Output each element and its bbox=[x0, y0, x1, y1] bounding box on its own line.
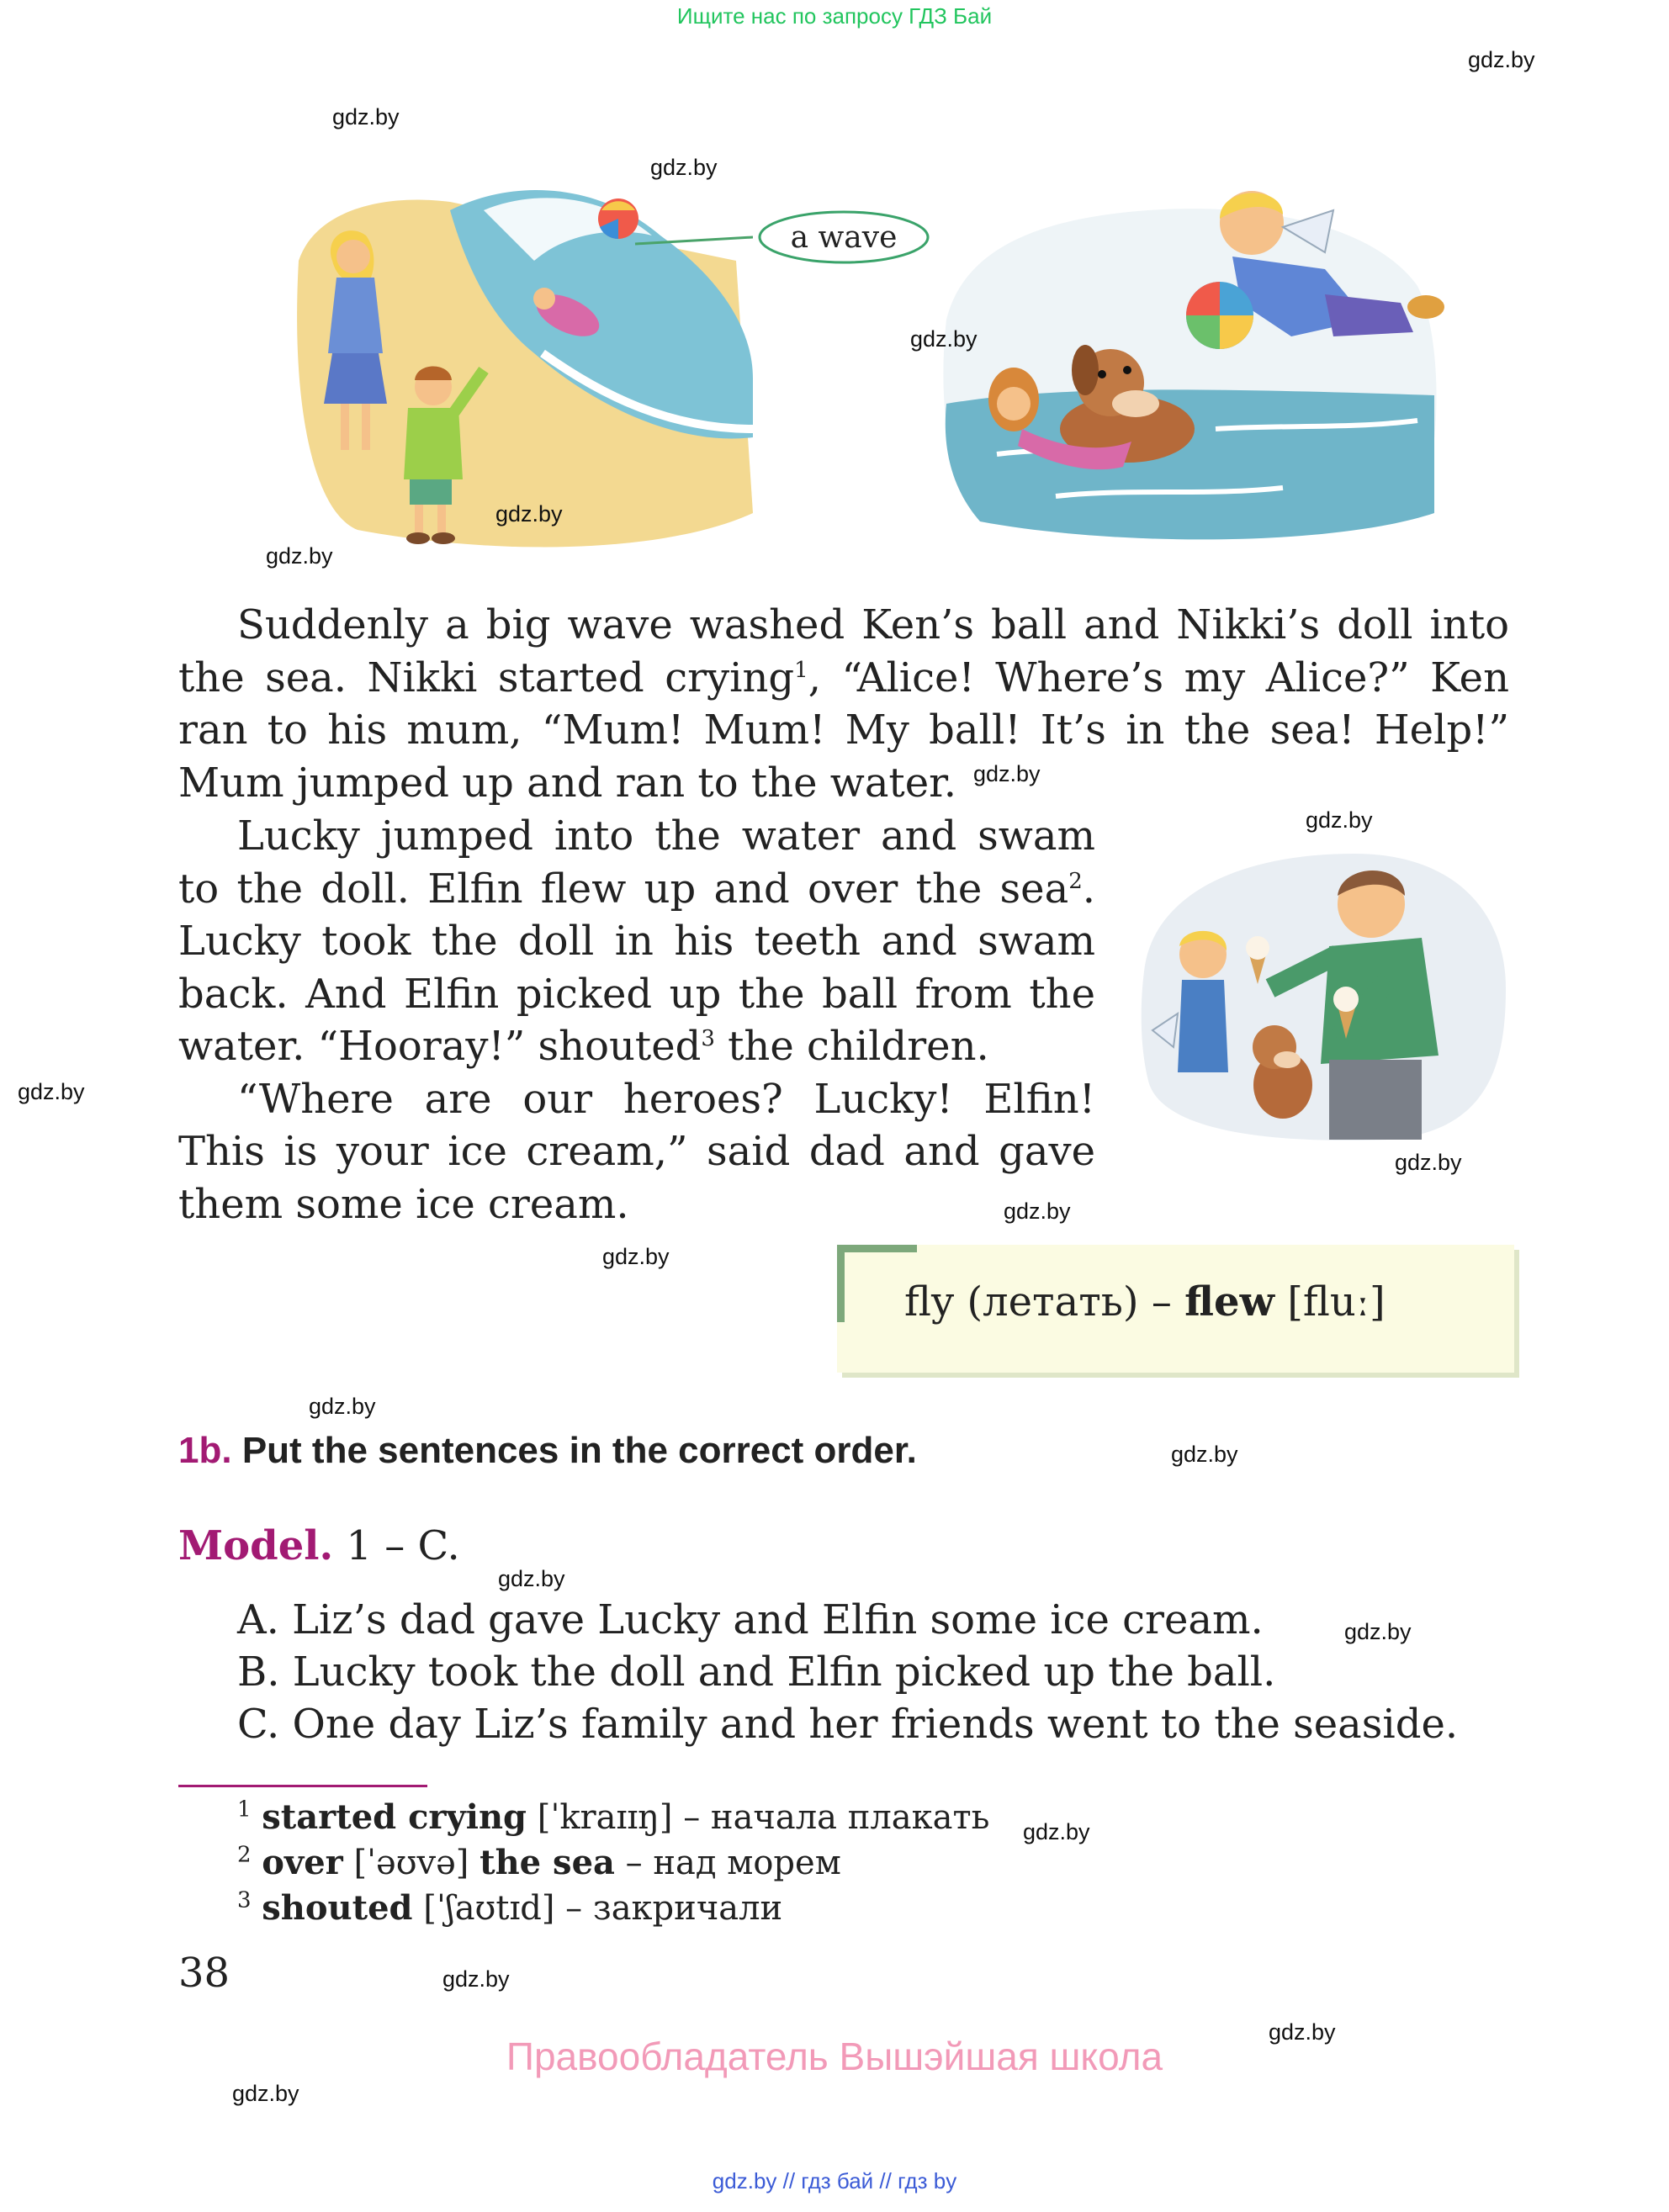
story-paragraph-1: Suddenly a big wave washed Ken’s ball and Nikki’s doll into the sea. Nikki started crying$^1$, “Alice! Where’s my Alice?” Ken ran to his mum, “Mum! Mum! My ball! It’s in the sea! Help!” Mum jumped up and ran to the water. bbox=[178, 601, 1509, 807]
page-number: 38 bbox=[178, 1950, 230, 1997]
watermark: gdz.by bbox=[1269, 2019, 1336, 2045]
footnote-3: $^3$ shouted [ˈʃaʊtɪd] – закричали bbox=[237, 1887, 783, 1928]
watermark: gdz.by bbox=[495, 501, 563, 527]
footnotes bbox=[237, 1795, 989, 1931]
vocab-translation: (летать) bbox=[967, 1278, 1139, 1326]
story-paragraph-2: Lucky jumped into the water and swam to the doll. Elfin flew up and over the sea$^2$. Lucky took the doll in his teeth and swam back. And Elfin picked up the ball from the water. “Hooray!” shouted$^3$ the children. “Where are our heroes? Lucky! Elfin! This is your ice cream,” said dad and gave them some ice cream. bbox=[178, 810, 1095, 1230]
watermark: gdz.by bbox=[266, 543, 333, 569]
watermark: gdz.by bbox=[1306, 807, 1373, 833]
watermark: gdz.by bbox=[1171, 1442, 1238, 1467]
copyright-holder: Правообладатель Вышэйшая школа bbox=[506, 2035, 1163, 2078]
option-a: A. Liz’s dad gave Lucky and Elfin some ice cream. bbox=[237, 1596, 1264, 1643]
watermark: gdz.by bbox=[1344, 1619, 1412, 1644]
watermark: gdz.by bbox=[973, 761, 1041, 786]
beach-wave-illustration bbox=[282, 160, 753, 555]
watermark: gdz.by bbox=[18, 1079, 85, 1104]
task-text: Put the sentences in the correct order. bbox=[241, 1430, 917, 1471]
watermark: gdz.by bbox=[650, 155, 718, 180]
vocabulary-box: fly (летать) – flew [fluː] bbox=[837, 1245, 1514, 1373]
sentence-options bbox=[237, 1594, 1458, 1750]
vocab-past-form: flew bbox=[1184, 1278, 1274, 1326]
task-number: 1b. bbox=[178, 1430, 232, 1471]
watermark: gdz.by bbox=[498, 1566, 565, 1591]
watermark: gdz.by bbox=[910, 326, 978, 352]
story-paragraph-3: “Where are our heroes? Lucky! Elfin! This is your ice cream,” said dad and gave them some ice cream. bbox=[178, 1075, 1095, 1228]
option-c: C. One day Liz’s family and her friends went to the seaside. bbox=[237, 1701, 1459, 1748]
watermark: gdz.by bbox=[1004, 1199, 1071, 1224]
watermark: gdz.by bbox=[232, 2081, 299, 2106]
watermark: gdz.by bbox=[1023, 1819, 1090, 1844]
watermark: gdz.by bbox=[1468, 47, 1535, 72]
footnote-2: $^2$ over [ˈəʊvə] the sea – над морем bbox=[237, 1842, 841, 1882]
watermark: gdz.by bbox=[332, 104, 400, 130]
footnote-divider bbox=[178, 1785, 427, 1787]
ice-cream-illustration bbox=[1136, 845, 1510, 1144]
footnote-1: $^1$ started crying [ˈkraɪɪŋ] – начала плакать bbox=[237, 1797, 990, 1837]
vocab-verb: fly bbox=[904, 1278, 955, 1326]
search-note: Ищите нас по запросу ГДЗ Бай bbox=[676, 3, 993, 29]
wave-label: a wave bbox=[790, 220, 898, 255]
model-line: Model. 1 – C. bbox=[178, 1522, 460, 1569]
wave-label-bubble bbox=[755, 209, 932, 266]
watermark: gdz.by bbox=[1395, 1150, 1462, 1175]
watermark: gdz.by bbox=[602, 1244, 670, 1269]
option-b: B. Lucky took the doll and Elfin picked up the ball. bbox=[237, 1648, 1276, 1696]
watermark: gdz.by bbox=[442, 1966, 510, 1992]
task-heading bbox=[178, 1430, 917, 1472]
sea-rescue-illustration bbox=[930, 177, 1447, 547]
vocab-transcription: [fluː] bbox=[1287, 1278, 1386, 1326]
footer-links[interactable]: gdz.by // гдз бай // гдз by bbox=[712, 2168, 957, 2193]
watermark: gdz.by bbox=[309, 1394, 376, 1419]
